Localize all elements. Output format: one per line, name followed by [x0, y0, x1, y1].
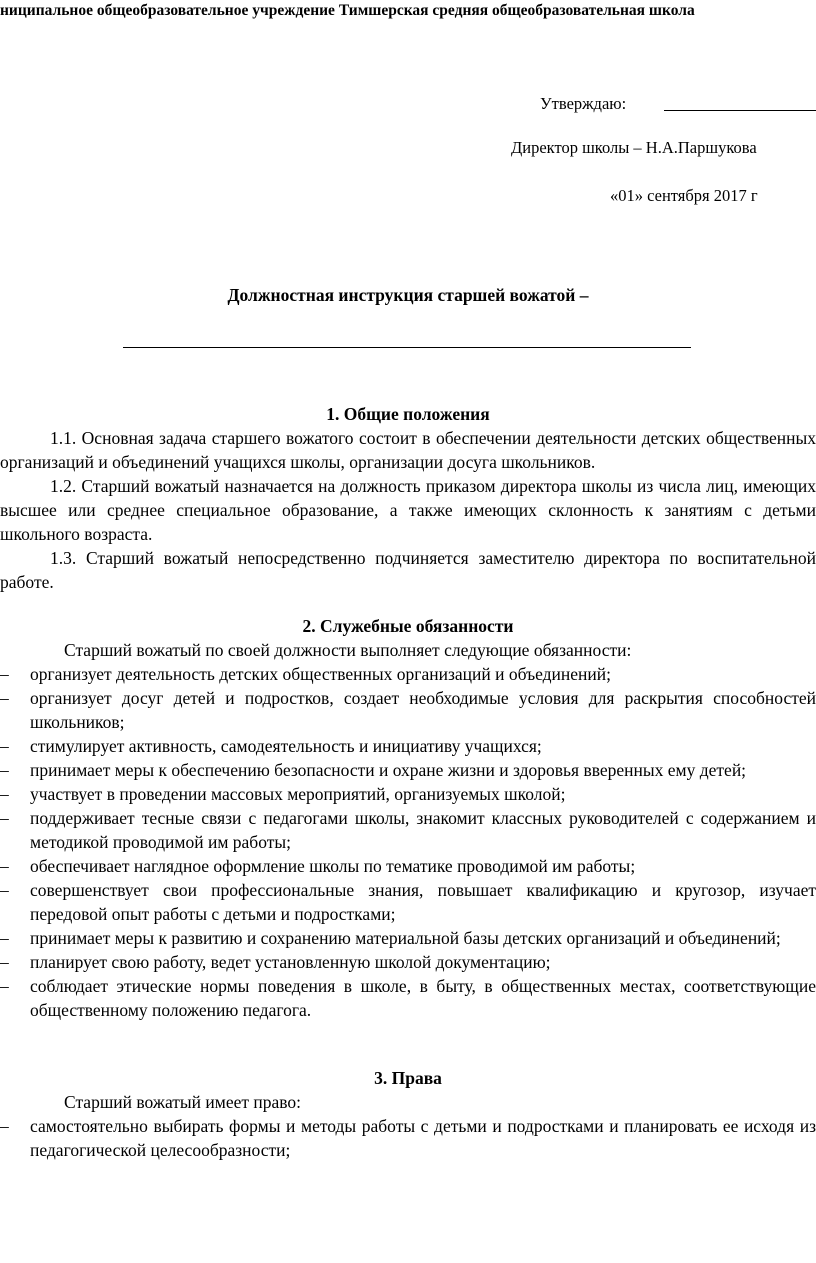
section-2-intro: Старший вожатый по своей должности выполняет следующие обязанности:	[64, 640, 632, 660]
bullet-dash: –	[0, 1116, 9, 1136]
list-item: – самостоятельно выбирать формы и методы работы с детьми и подростками и планировать ее исходя из педагогической целесообразности;	[0, 1116, 816, 1160]
bullet-dash: –	[0, 760, 9, 780]
bullet-dash: –	[0, 664, 9, 684]
list-item: – участвует в проведении массовых мероприятий, организуемых школой;	[0, 784, 566, 804]
title-blank-line	[123, 347, 691, 348]
section-3-heading: 3. Права	[374, 1068, 442, 1088]
bullet-dash: –	[0, 784, 9, 804]
list-item: – совершенствует свои профессиональные знания, повышает квалификацию и кругозор, изучает передовой опыт работы с детьми и подростками;	[0, 880, 816, 924]
list-item: – поддерживает тесные связи с педагогами школы, знакомит классных руководителей с содержанием и методикой проводимой им работы;	[0, 808, 816, 852]
paragraph-1-2: 1.2. Старший вожатый назначается на должность приказом директора школы из числа лиц, имеющих высшее или среднее специальное образование, а также имеющих склонность к занятиям с детьми школьного возраста.	[0, 476, 816, 544]
director-line: Директор школы – Н.А.Паршукова	[511, 138, 757, 157]
approval-date: «01» сентября 2017 г	[610, 186, 758, 205]
section-3-intro: Старший вожатый имеет право:	[64, 1092, 302, 1112]
list-item: – организует досуг детей и подростков, создает необходимые условия для раскрытия способностей школьников;	[0, 688, 816, 732]
section-2-heading: 2. Служебные обязанности	[302, 616, 514, 636]
rights-list	[0, 1114, 816, 1162]
list-item: – принимает меры к развитию и сохранению материальной базы детских организаций и объединений;	[0, 928, 781, 948]
list-item: – принимает меры к обеспечению безопасности и охране жизни и здоровья вверенных ему детей;	[0, 760, 747, 780]
paragraph-1-1: 1.1. Основная задача старшего вожатого состоит в обеспечении деятельности детских общественных организаций и объединений учащихся школы, организации досуга школьников.	[0, 428, 816, 472]
signature-line	[664, 110, 816, 111]
bullet-dash: –	[0, 976, 9, 996]
document-body	[0, 402, 816, 1162]
bullet-dash: –	[0, 808, 9, 828]
list-item: – обеспечивает наглядное оформление школы по тематике проводимой им работы;	[0, 856, 636, 876]
approve-label: Утверждаю:	[540, 94, 627, 113]
document-title: Должностная инструкция старшей вожатой –	[227, 285, 589, 305]
duties-list	[0, 662, 816, 1022]
bullet-dash: –	[0, 880, 9, 900]
list-item: – планирует свою работу, ведет установленную школой документацию;	[0, 952, 551, 972]
list-item: – соблюдает этические нормы поведения в школе, в быту, в общественных местах, соответствующие общественному положению педагога.	[0, 976, 816, 1020]
bullet-dash: –	[0, 736, 9, 756]
school-header: ниципальное общеобразовательное учреждение Тимшерская средняя общеобразовательная школа	[0, 2, 695, 19]
list-item: – организует деятельность детских общественных организаций и объединений;	[0, 664, 612, 684]
bullet-dash: –	[0, 856, 9, 876]
section-1-heading: 1. Общие положения	[326, 404, 490, 424]
bullet-dash: –	[0, 688, 9, 708]
list-item: – стимулирует активность, самодеятельность и инициативу учащихся;	[0, 736, 542, 756]
bullet-dash: –	[0, 928, 9, 948]
paragraph-1-3: 1.3. Старший вожатый непосредственно подчиняется заместителю директора по воспитательной работе.	[0, 548, 816, 592]
bullet-dash: –	[0, 952, 9, 972]
